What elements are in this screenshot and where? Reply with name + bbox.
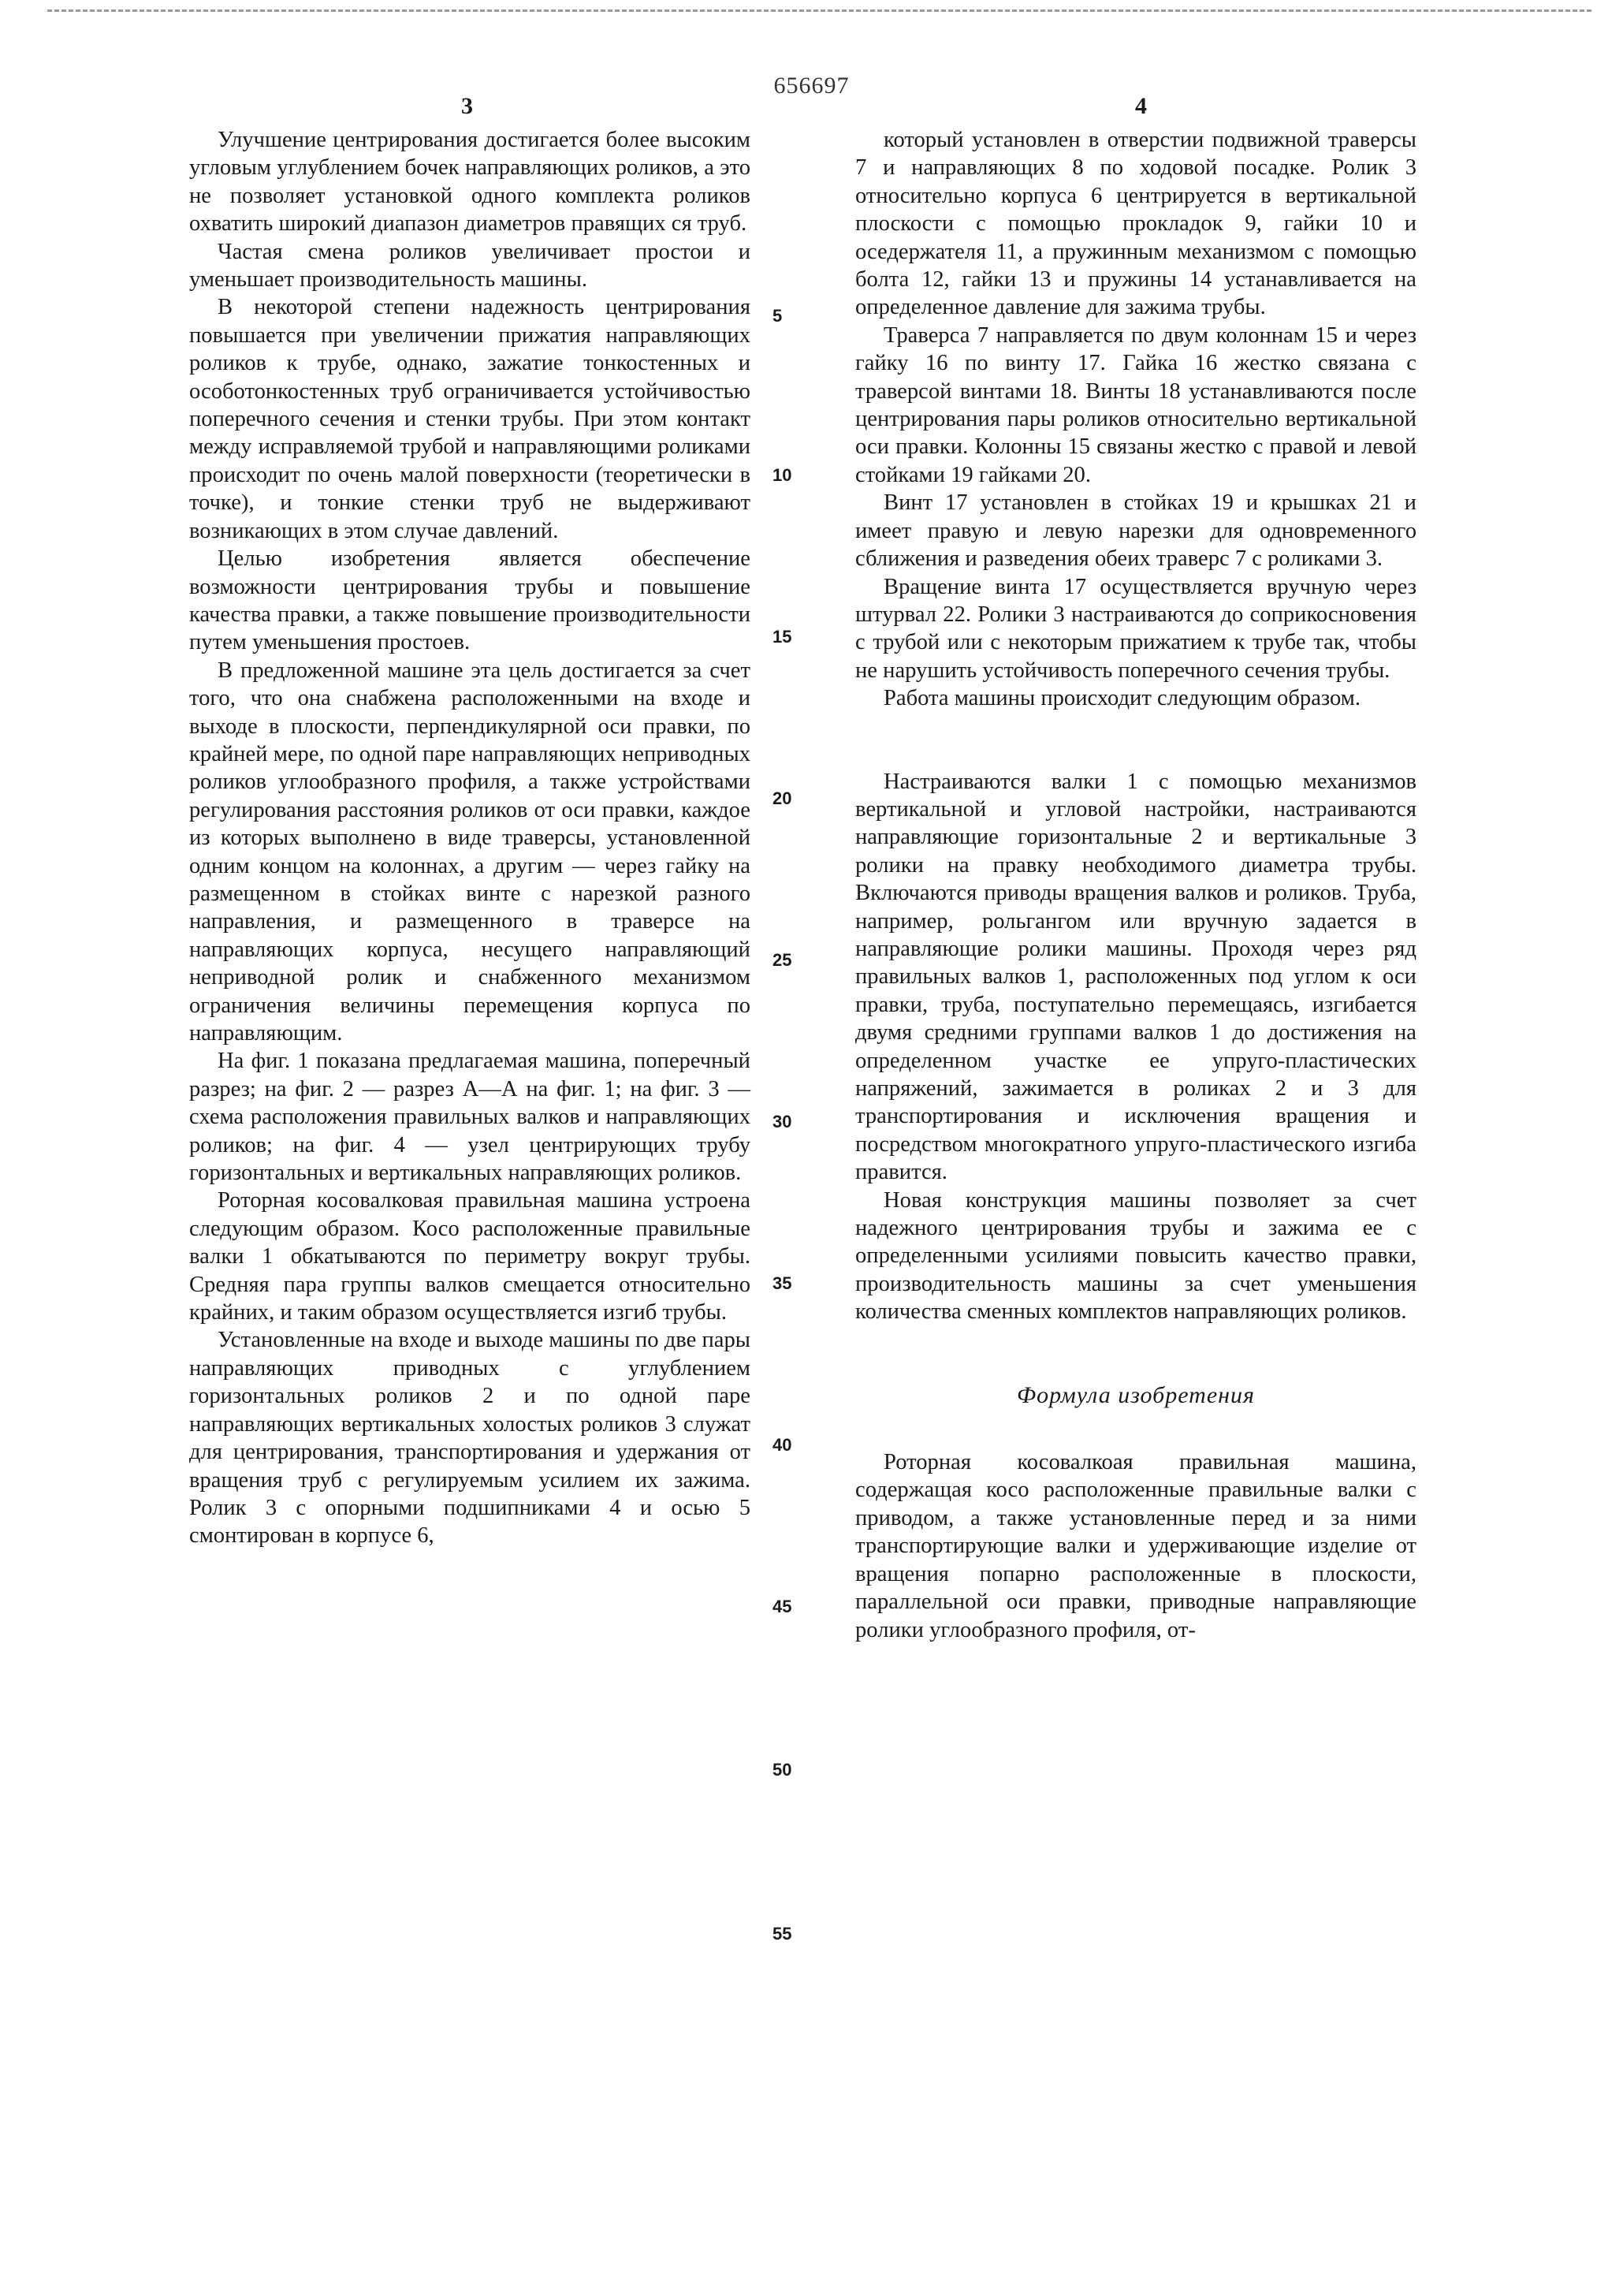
- paragraph: Роторная косовалковая правильная машина устроена следующим образом. Косо расположенные правильные валки 1 обкатываются по периметру вокруг трубы. Средняя пара группы валков смещается относительно крайних, и таким образом осуществляется изгиб трубы.: [189, 1188, 750, 1325]
- claims-text: Роторная косовалкоая правильная машина, содержащая косо расположенные правильные валки с приводом, а также установленные перед и за ними транспортирующие валки и удерживающие изделие от вращения попарно расположенные в плоскости, параллельной оси правки, приводные направляющие ролики углообразного профиля, от-: [855, 1450, 1416, 1642]
- top-rule: [47, 9, 1591, 12]
- line-number: 10: [772, 465, 792, 485]
- left-column-number: 3: [461, 93, 473, 119]
- paragraph: В предложенной машине эта цель достигается за счет того, что она снабжена расположенными на входе и выходе в плоскости, перпендикулярной оси правки, по крайней мере, по одной паре направляющих неприводных роликов углообразного профиля, а также устройствами регулирования расстояния роликов от оси правки, каждое из которых выполнено в виде траверсы, установленной одним концом на колоннах, а другим — через гайку на размещенном в стойках винте с нарезкой разного направления, и размещенного в траверсе на направляющих корпуса, несущего направляющий неприводной ролик и снабженного механизмом ограничения величины перемещения корпуса по направляющим.: [189, 658, 750, 1046]
- line-number: 15: [772, 627, 792, 647]
- left-column: [189, 126, 750, 1550]
- paragraph: Вращение винта 17 осуществляется вручную через штурвал 22. Ролики 3 настраиваются до соприкосновения с трубой или с некоторым прижатием к трубе так, чтобы не нарушить устойчивость поперечного сечения трубы.: [855, 574, 1416, 683]
- line-number: 45: [772, 1597, 792, 1616]
- paragraph: Частая смена роликов увеличивает простои и уменьшает производительность машины.: [189, 239, 750, 293]
- line-number: 20: [772, 788, 792, 808]
- claims-heading: Формула изобретения: [1017, 1381, 1255, 1408]
- line-number: 50: [772, 1760, 792, 1780]
- paragraph: На фиг. 1 показана предлагаемая машина, поперечный разрез; на фиг. 2 — разрез А—А на фиг. 1; на фиг. 3 — схема расположения правильных валков и направляющих роликов; на фиг. 4 — узел центрирующих трубу горизонтальных и вертикальных направляющих роликов.: [189, 1049, 750, 1186]
- paragraph: Траверса 7 направляется по двум колоннам 15 и через гайку 16 по винту 17. Гайка 16 жестко связана с траверсой винтами 18. Винты 18 устанавливаются после центрирования пары роликов относительно вертикальной оси правки. Колонны 15 связаны жестко с правой и левой стойками 19 гайками 20.: [855, 322, 1416, 487]
- line-number: 25: [772, 950, 792, 970]
- paragraph: В некоторой степени надежность центрирования повышается при увеличении прижатия направляющих роликов к трубе, однако, зажатие тонкостенных и особотонкостенных труб ограничивается устойчивостью поперечного сечения и стенки трубы. При этом контакт между исправляемой трубой и направляющими роликами происходит по очень малой поверхности (теоретически в точке), и тонкие стенки труб не выдерживают возникающих в этом случае давлений.: [189, 295, 750, 543]
- paragraph: Работа машины происходит следующим образом.: [884, 686, 1361, 711]
- paragraph: Новая конструкция машины позволяет за счет надежного центрирования трубы и зажима ее с определенными усилиями повысить качество правки, производительность машины за счет уменьшения количества сменных комплектов направляющих роликов.: [855, 1187, 1416, 1325]
- line-number: 35: [772, 1273, 792, 1293]
- line-number: 55: [772, 1924, 792, 1944]
- paragraph: Настраиваются валки 1 с помощью механизмов вертикальной и угловой настройки, настраиваются направляющие горизонтальные 2 и вертикальные 3 ролики на правку необходимого диаметра трубы. Включаются приводы вращения валков и роликов. Труба, например, рольгангом или вручную задается в направляющие ролики машины. Проходя через ряд правильных валков 1, расположенных под углом к оси правки, труба, поступательно перемещаясь, изгибается двумя средними группами валков 1 до достижения на определенном участке ее упруго-пластических напряжений, зажимается в роликах 2 и 3 для транспортирования и исключения вращения и посредством многократного упруго-пластического изгиба правится.: [855, 769, 1416, 1185]
- patent-number: 656697: [773, 73, 850, 99]
- line-number: 30: [772, 1112, 792, 1131]
- right-column: [855, 126, 1416, 1644]
- paragraph: который установлен в отверстии подвижной траверсы 7 и направляющих 8 по ходовой посадке. Ролик 3 относительно корпуса 6 центрируется в вертикальной плоскости с помощью прокладок 9, гайки 10 и оседержателя 11, а пружинным механизмом с помощью болта 12, гайки 13 и пружины 14 устанавливается на определенное давление для зажима трубы.: [855, 128, 1416, 320]
- paragraph: Винт 17 установлен в стойках 19 и крышках 21 и имеет правую и левую нарезки для одновременного сближения и разведения обеих траверс 7 с роликами 3.: [855, 490, 1416, 572]
- right-column-number: 4: [1135, 93, 1147, 119]
- paragraph: Улучшение центрирования достигается более высоким угловым углублением бочек направляющих роликов, а это не позволяет установкой одного комплекта роликов охватить широкий диапазон диаметров правящих ся труб.: [189, 128, 750, 237]
- line-number: 5: [772, 306, 783, 326]
- paragraph: Целью изобретения является обеспечение возможности центрирования трубы и повышение качества правки, а также повышение производительности путем уменьшения простоев.: [189, 546, 750, 655]
- line-number: 40: [772, 1435, 792, 1455]
- paragraph: Установленные на входе и выходе машины по две пары направляющих приводных с углублением горизонтальных роликов 2 и по одной паре направляющих вертикальных холостых роликов 3 служат для центрирования, транспортирования и удержания от вращения труб с регулируемым усилием их зажима. Ролик 3 с опорными подшипниками 4 и осью 5 смонтирован в корпусе 6,: [189, 1328, 750, 1549]
